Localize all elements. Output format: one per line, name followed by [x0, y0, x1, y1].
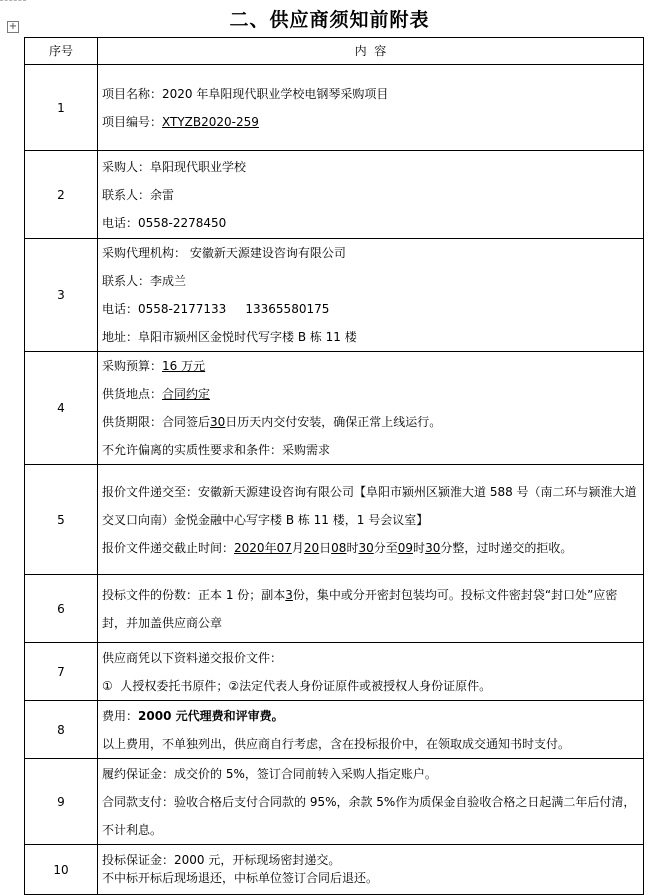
row-content	[98, 65, 644, 151]
table-header-row	[25, 38, 644, 65]
agency-phone: 电话：0558-2177133 13365580175	[102, 302, 330, 316]
fee-note: 以上费用，不单独列出，供应商自行考虑，含在投标报价中，在领取成交通知书时支付。	[102, 736, 571, 751]
page-title: 二、供应商须知前附表	[229, 9, 430, 31]
project-name: 2020 年阜阳现代职业学校电钢琴采购项目	[162, 86, 389, 101]
row-content	[98, 845, 644, 895]
performance-bond: 履约保证金：成交价的 5%，签订合同前转入采购人指定账户。	[102, 766, 437, 781]
project-name-label: 项目名称：	[102, 86, 163, 101]
submit-end: 】	[416, 512, 429, 527]
table-row	[25, 643, 644, 701]
table-row	[25, 465, 644, 575]
deadline	[102, 534, 639, 562]
project-no-label: 项目编号：	[102, 114, 163, 129]
deadline-minute-from: 30	[358, 540, 374, 555]
header-content: 内 容	[98, 38, 644, 65]
table-row	[25, 575, 644, 643]
table-row	[25, 701, 644, 759]
copies-suffix: 份，集中或分开密封包装均可。投标文件密封袋“封口处”应密封，并加盖供应商公章	[102, 587, 618, 630]
table-row	[25, 845, 644, 895]
place: 合同约定	[162, 387, 211, 401]
supplier-notice-table	[24, 37, 644, 895]
row-number: 3	[25, 239, 98, 352]
table-row	[25, 759, 644, 845]
row-content	[98, 465, 644, 575]
header-number: 序号	[25, 38, 98, 65]
row-content	[98, 701, 644, 759]
row-number: 2	[25, 151, 98, 239]
row-number: 8	[25, 701, 98, 759]
row-number: 7	[25, 643, 98, 701]
deadline-prefix: 报价文件递交截止时间：	[102, 540, 235, 555]
row-content	[98, 575, 644, 643]
row-content	[98, 239, 644, 352]
deadline-year: 2020	[234, 540, 265, 555]
bid-bond-refund: 不中标开标后现场退还，中标单位签订合同后退还。	[102, 871, 379, 885]
budget-label: 采购预算：	[102, 359, 163, 373]
row-content	[98, 643, 644, 701]
requirements: 不允许偏离的实质性要求和条件：采购需求	[102, 443, 331, 457]
submit-location: 【阜阳市颍州区颍淮大道 588 号（南二环与颍淮大道交叉口向南）金悦金融中心写字楼 B 栋 11 楼，1 号会议室	[102, 484, 637, 527]
budget: 16 万元	[162, 359, 206, 373]
row-number: 5	[25, 465, 98, 575]
fee-amount: 2000 元代理费和评审费。	[138, 708, 284, 723]
deadline-hour-from: 08	[331, 540, 347, 555]
row-number: 9	[25, 759, 98, 845]
payment-terms: 合同款支付：验收合格后支付合同款的 95%，余款 5%作为质保金自验收合格之日起满二年后付清，不计利息。	[102, 794, 636, 837]
deadline-suffix: 分整，过时递交的拒收。	[440, 540, 573, 555]
agency-address: 地址：阜阳市颍州区金悦时代写字楼 B 栋 11 楼	[102, 330, 357, 344]
table-move-handle-icon[interactable]: +	[8, 21, 18, 32]
deadline-year-unit: 年	[264, 540, 277, 555]
row-number: 1	[25, 65, 98, 151]
period-days: 30	[210, 415, 226, 429]
row-number: 6	[25, 575, 98, 643]
row-content	[98, 151, 644, 239]
table-row	[25, 151, 644, 239]
copies-count: 3	[285, 587, 293, 602]
docs-intro: 供应商凭以下资料递交报价文件：	[102, 650, 283, 665]
row-number: 10	[25, 845, 98, 895]
project-no: XTYZB2020-259	[162, 114, 259, 129]
buyer: 采购人：阜阳现代职业学校	[102, 159, 247, 174]
row-number: 4	[25, 352, 98, 465]
agency-contact: 联系人：李成兰	[102, 274, 187, 288]
agency: 采购代理机构： 安徽新天源建设咨询有限公司	[102, 246, 346, 260]
period-suffix: 日历天内交付安装，确保正常上线运行。	[225, 415, 442, 429]
submit-address	[102, 478, 639, 534]
buyer-phone: 电话：0558-2278450	[102, 215, 227, 230]
table-row	[25, 352, 644, 465]
deadline-minute-to: 30	[425, 540, 441, 555]
deadline-hour-to: 09	[397, 540, 414, 555]
copies-prefix: 投标文件的份数：正本 1 份；副本	[102, 587, 286, 602]
row-content	[98, 759, 644, 845]
submit-prefix: 报价文件递交至：安徽新天源建设咨询有限公司	[102, 484, 355, 499]
period-prefix: 供货期限：合同签后	[102, 415, 211, 429]
deadline-month-unit: 月	[291, 540, 304, 555]
buyer-contact: 联系人：余雷	[102, 187, 175, 202]
deadline-day: 20	[303, 540, 320, 555]
docs-list: ① 人授权委托书原件；②法定代表人身份证原件或被授权人身份证原件。	[102, 678, 492, 693]
bid-bond: 投标保证金：2000 元，开标现场密封递交。	[102, 853, 341, 867]
deadline-minute-from-unit: 分至	[373, 540, 398, 555]
table-row	[25, 65, 644, 151]
table-row	[25, 239, 644, 352]
row-content	[98, 352, 644, 465]
place-label: 供货地点：	[102, 387, 163, 401]
deadline-hour-to-unit: 时	[413, 540, 426, 555]
deadline-hour-from-unit: 时	[346, 540, 359, 555]
table-corner-marker	[0, 0, 26, 2]
deadline-day-unit: 日	[319, 540, 332, 555]
fee-label: 费用：	[102, 708, 139, 723]
deadline-month: 07	[276, 540, 292, 555]
